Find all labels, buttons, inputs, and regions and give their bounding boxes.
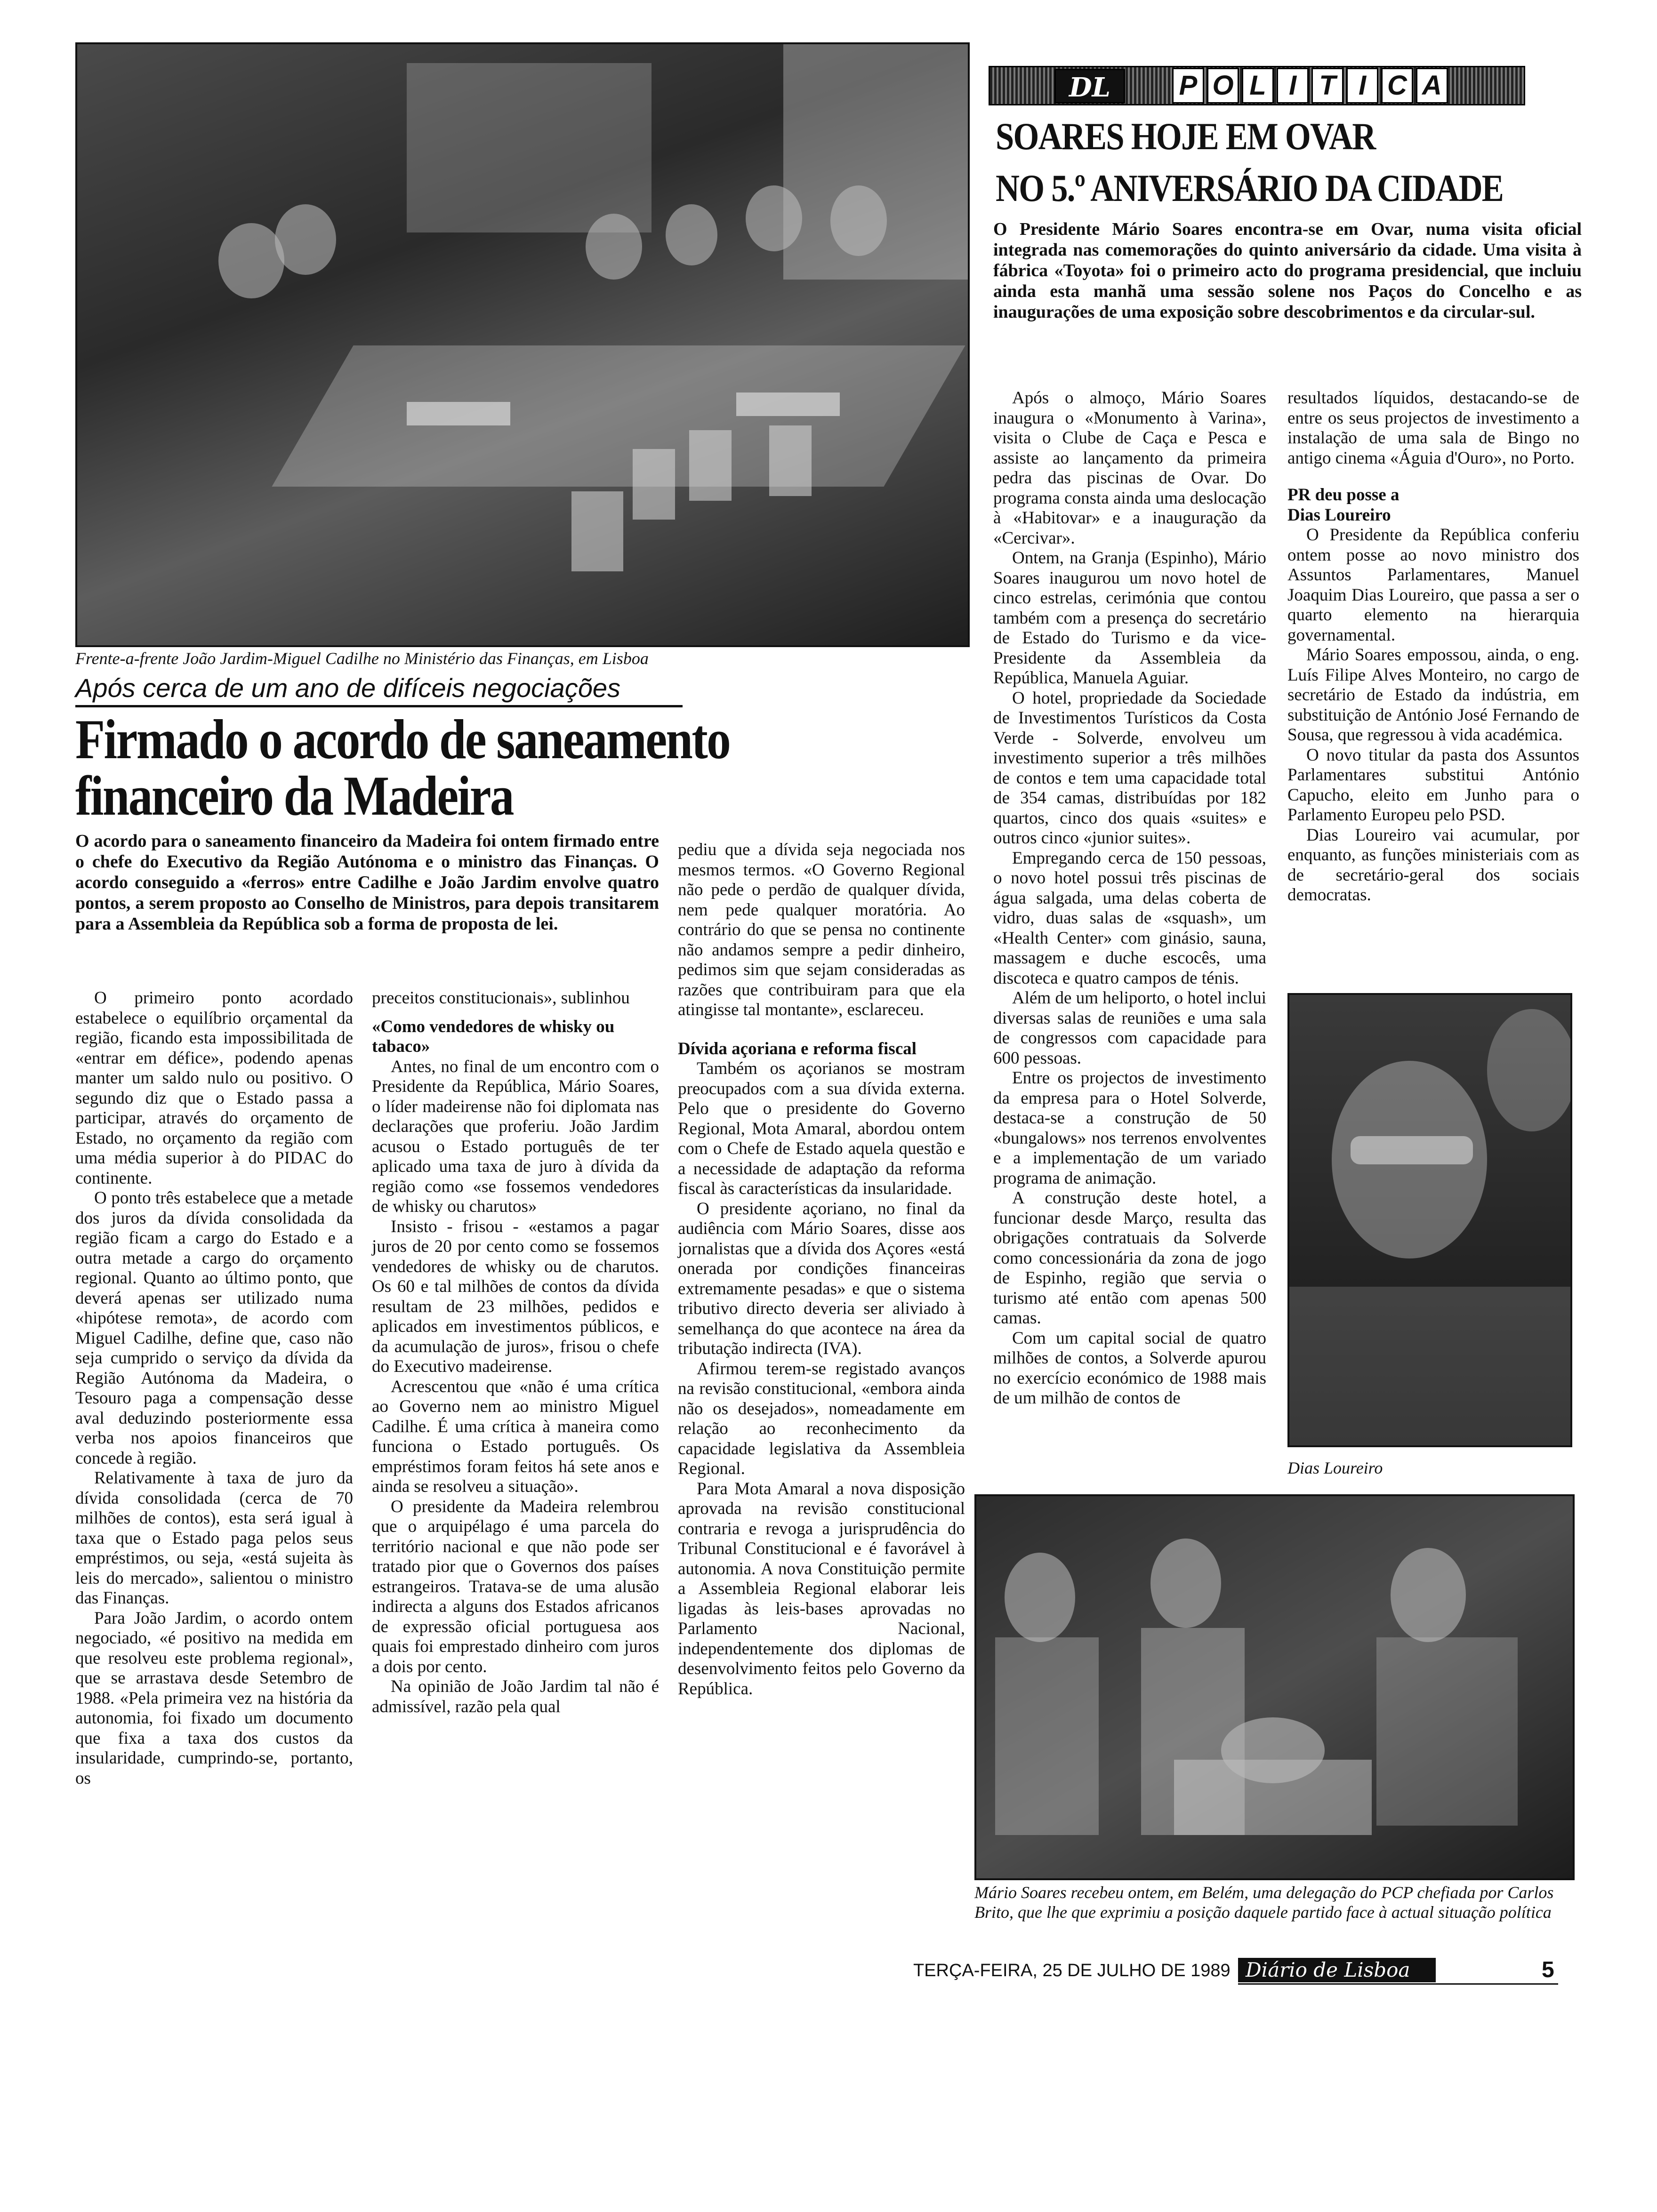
section-logo: DL: [1054, 69, 1125, 104]
paragraph: Empregando cerca de 150 pessoas, o novo hotel possui três piscinas de água salgada, uma delas coberta de vidro, duas salas de «squash», um «Health Center» com ginásio, sauna, massagem e duche escocês, uma discoteca e quatro campos de ténis.: [993, 848, 1266, 988]
paragraph: Mário Soares empossou, ainda, o eng. Luís Filipe Alves Monteiro, no cargo de secretário de Estado da indústria, em substituição de António José Fernando de Sousa, que regressou à vida académica.: [1287, 645, 1579, 745]
paragraph: preceitos constitucionais», sublinhou: [372, 988, 630, 1008]
story-lead: O acordo para o saneamento financeiro da Madeira foi ontem firmado entre o chefe do Executivo da Região Autónoma e o ministro das Finanças. O acordo conseguido a «ferros» entre Cadilhe e João Jardim envolve quatro pontos, a serem proposto ao Conselho de Ministros, para depois transitarem para a Assembleia da República sob a forma de proposta de lei.: [75, 831, 659, 934]
left-story-column-3: [678, 840, 965, 1699]
section-letter: O: [1207, 68, 1239, 104]
paragraph: Também os açorianos se mostram preocupados com a sua dívida externa. Pelo que o presidente do Governo Regional, Mota Amaral, abordou ontem com o Chefe de Estado aquela questão e a necessidade de adaptação da reforma fiscal às características da insularidade.: [678, 1059, 965, 1198]
paragraph: Na opinião de João Jardim tal não é admissível, razão pela qual: [372, 1677, 659, 1716]
paragraph: O presidente da Madeira relembrou que o arquipélago é uma parcela do território nacional e que não pode ser tratado pior que o Governos dos países estrangeiros. Tratava-se de uma alusão indirecta a alguns dos Estados africanos de expressão oficial portuguesa aos quais foi emprestado dinheiro com juros a dois por cento.: [372, 1497, 659, 1676]
right-story-column-1: [993, 388, 1266, 1409]
paragraph: Acrescentou que «não é uma crítica ao Governo nem ao ministro Miguel Cadilhe. É uma crítica à maneira como funciona o Estado português. Os empréstimos foram feitos há sete anos e ainda se resolveu a situação».: [372, 1377, 659, 1496]
section-letter: I: [1277, 68, 1309, 104]
paragraph: Entre os projectos de investimento da empresa para o Hotel Solverde, destaca-se a construção de 50 «bungalows» nos terrenos envolventes e a implementação de um variado programa de animação.: [993, 1068, 1266, 1188]
paragraph: O presidente açoriano, no final da audiência com Mário Soares, disse aos jornalistas que a dívida dos Açores «está onerada por condições financeiras extremamente pesadas» e que o sistema tributivo directo deveria ser aliviado à semelhança do que acontece na área da tributação indirecta (IVA).: [678, 1199, 965, 1358]
paragraph: A construção deste hotel, a funcionar desde Março, resulta das obrigações contratuais da Solverde como concessionária da zona de jogo de Espinho, região que servia o turismo até então com apenas 500 camas.: [993, 1188, 1266, 1328]
paragraph: Afirmou terem-se registado avanços na revisão constitucional, «embora ainda não os desejados», nomeadamente em relação ao reconhecimento da capacidade legislativa da Assembleia Regional.: [678, 1359, 965, 1478]
footer-rule: [1238, 1983, 1558, 1985]
section-title: [1172, 68, 1451, 104]
subhead-whisky: «Como vendedores de whisky ou tabaco»: [372, 1017, 615, 1056]
paragraph: O novo titular da pasta dos Assuntos Parlamentares substitui António Capucho, eleito em Junho para o Parlamento Europeu pelo PSD.: [1287, 745, 1579, 825]
left-story-column-2: [372, 988, 659, 1717]
section-letter: P: [1172, 68, 1204, 104]
paragraph: O primeiro ponto acordado estabelece o equilíbrio orçamental da região, ficando esta impossibilitada de «entrar em défice», podendo apenas manter um saldo nulo ou positivo. O segundo diz que o Estado passa a participar, através do orçamento de Estado, no orçamento da região com uma média superior à do PIDAC do continente.: [75, 988, 353, 1188]
right-story-column-2: [1287, 388, 1579, 906]
section-letter: I: [1346, 68, 1378, 104]
section-letter: C: [1381, 68, 1413, 104]
paragraph: Além de um heliporto, o hotel inclui diversas salas de reuniões e uma sala de congressos com capacidade para 600 pessoas.: [993, 988, 1266, 1068]
story-headline-line1: Firmado o acordo de saneamento: [75, 708, 730, 770]
section-letter: T: [1311, 68, 1343, 104]
belem-meeting-photo: [974, 1494, 1575, 1880]
right-lead: O Presidente Mário Soares encontra-se em Ovar, numa visita oficial integrada nas comemorações do quinto aniversário da cidade. Uma visita à fábrica «Toyota» foi o primeiro acto do programa presidencial, que incluiu ainda esta manhã uma sessão solene nos Paços do Concelho e as inaugurações de uma exposição sobre descobrimentos e da circular-sul.: [993, 219, 1582, 322]
paragraph: Para João Jardim, o acordo ontem negociado, «é positivo na medida em que resolveu este problema regional», que se arrastava desde Setembro de 1988. «Pela primeira vez na história da autonomia, foi fixado um documento que fixa a taxa dos custos da insularidade, cumprindo-se, portanto, os: [75, 1608, 353, 1788]
paragraph: Relativamente à taxa de juro da dívida consolidada (cerca de 70 milhões de contos), esta será igual à taxa que o Estado paga pelos seus empréstimos, ou seja, «está sujeita às leis do mercado», salientou o ministro das Finanças.: [75, 1468, 353, 1608]
paragraph: O hotel, propriedade da Sociedade de Investimentos Turísticos da Costa Verde - Solverde, envolveu um investimento superior a três milhões de contos e tem uma capacidade total de 354 camas, distribuídas por 182 quartos, cinco dos quais «suites» e outros cinco «junior suites».: [993, 688, 1266, 848]
meeting-photo-caption: Frente-a-frente João Jardim-Miguel Cadilhe no Ministério das Finanças, em Lisboa: [75, 649, 649, 668]
dias-loureiro-portrait: [1287, 993, 1572, 1447]
story-kicker: Após cerca de um ano de difíceis negociações: [75, 673, 621, 703]
footer-masthead: Diário de Lisboa: [1238, 1958, 1436, 1982]
paragraph: resultados líquidos, destacando-se de entre os seus projectos de investimento a instalação de uma sala de Bingo no antigo cinema «Águia d'Ouro», no Porto.: [1287, 388, 1579, 468]
paragraph: O Presidente da República conferiu ontem posse ao novo ministro dos Assuntos Parlamentares, Manuel Joaquim Dias Loureiro, que passa a ser o quarto elemento na hierarquia governamental.: [1287, 525, 1579, 645]
paragraph: Após o almoço, Mário Soares inaugura o «Monumento à Varina», visita o Clube de Caça e Pesca e assiste ao lançamento da primeira pedra das piscinas de Ovar. Do programa consta ainda uma deslocação à «Habitovar» e a inauguração da «Cercivar».: [993, 388, 1266, 548]
portrait-caption: Dias Loureiro: [1287, 1459, 1383, 1477]
belem-photo-caption: Mário Soares recebeu ontem, em Belém, uma delegação do PCP chefiada por Carlos Brito, que lhe que exprimiu a posição daquele partido face à actual situação política: [974, 1883, 1554, 1922]
story-headline-line2: financeiro da Madeira: [75, 764, 513, 827]
page-number: 5: [1542, 1957, 1554, 1982]
paragraph: Com um capital social de quatro milhões de contos, a Solverde apurou no exercício económico de 1988 mais de um milhão de contos de: [993, 1328, 1266, 1408]
meeting-photo: [75, 42, 970, 647]
right-headline-line2: NO 5.º ANIVERSÁRIO DA CIDADE: [996, 167, 1504, 209]
paragraph: Ontem, na Granja (Espinho), Mário Soares inaugurou um novo hotel de cinco estrelas, cerimónia que contou também com a presença do secretário de Estado do Turismo e da vice-Presidente da Assembleia da República, Manuela Aguiar.: [993, 548, 1266, 688]
left-story-column-1: [75, 988, 353, 1788]
paragraph: pediu que a dívida seja negociada nos mesmos termos. «O Governo Regional não pede o perdão de qualquer dívida, nem pede qualquer moratória. Ao contrário do que se pensa no continente não andamos sempre a pedir dinheiro, pedimos sim que sejam consideradas as razões que contribuiram para que ela atingisse tal montante», esclareceu.: [678, 840, 965, 1019]
footer-date: TERÇA-FEIRA, 25 DE JULHO DE 1989: [913, 1961, 1231, 1980]
section-letter: L: [1242, 68, 1274, 104]
kicker-rule: [75, 705, 683, 707]
paragraph: O ponto três estabelece que a metade dos juros da dívida consolidada da região ficam a cargo do Estado e a outra metade a cargo do orçamento regional. Quanto ao último ponto, que deverá apenas ser utilizado numa «hipótese remota», de acordo com Miguel Cadilhe, define que, caso não seja cumprido o serviço da dívida da Região Autónoma da Madeira, o Tesouro paga a compensação desse aval deduzindo posteriormente essa verba nos apoios financeiros que concede à região.: [75, 1188, 353, 1468]
subhead-pr-posse: PR deu posse a Dias Loureiro: [1287, 485, 1400, 525]
right-headline-line1: SOARES HOJE EM OVAR: [996, 115, 1375, 158]
subhead-divida-acoriana: Dívida açoriana e reforma fiscal: [678, 1039, 917, 1058]
paragraph: Antes, no final de um encontro com o Presidente da República, Mário Soares, o líder madeirense não foi diplomata nas declarações que proferiu. João Jardim acusou o Estado português de ter aplicado uma taxa de juro à dívida da região como «se fossemos vendedores de whisky ou charutos»: [372, 1057, 659, 1216]
paragraph: Para Mota Amaral a nova disposição aprovada na revisão constitucional contraria e revoga a jurisprudência do Tribunal Constitucional e é favorável à autonomia. A nova Constituição permite a Assembleia Regional elaborar leis ligadas às leis-bases aprovadas no Parlamento Nacional, independentemente dos diplomas de desenvolvimento feitos pelo Governo da República.: [678, 1479, 965, 1699]
paragraph: Dias Loureiro vai acumular, por enquanto, as funções ministeriais com as de secretário-geral dos sociais democratas.: [1287, 825, 1579, 905]
section-letter: A: [1416, 68, 1448, 104]
paragraph: Insisto - frisou - «estamos a pagar juros de 20 por cento como se fossemos vendedores de whisky ou de charutos. Os 60 e tal milhões de contos da dívida resultam de 23 milhões, pedidos e aplicados em investimentos públicos, e da acumulação de juros», frisou o chefe do Executivo madeirense.: [372, 1217, 659, 1376]
